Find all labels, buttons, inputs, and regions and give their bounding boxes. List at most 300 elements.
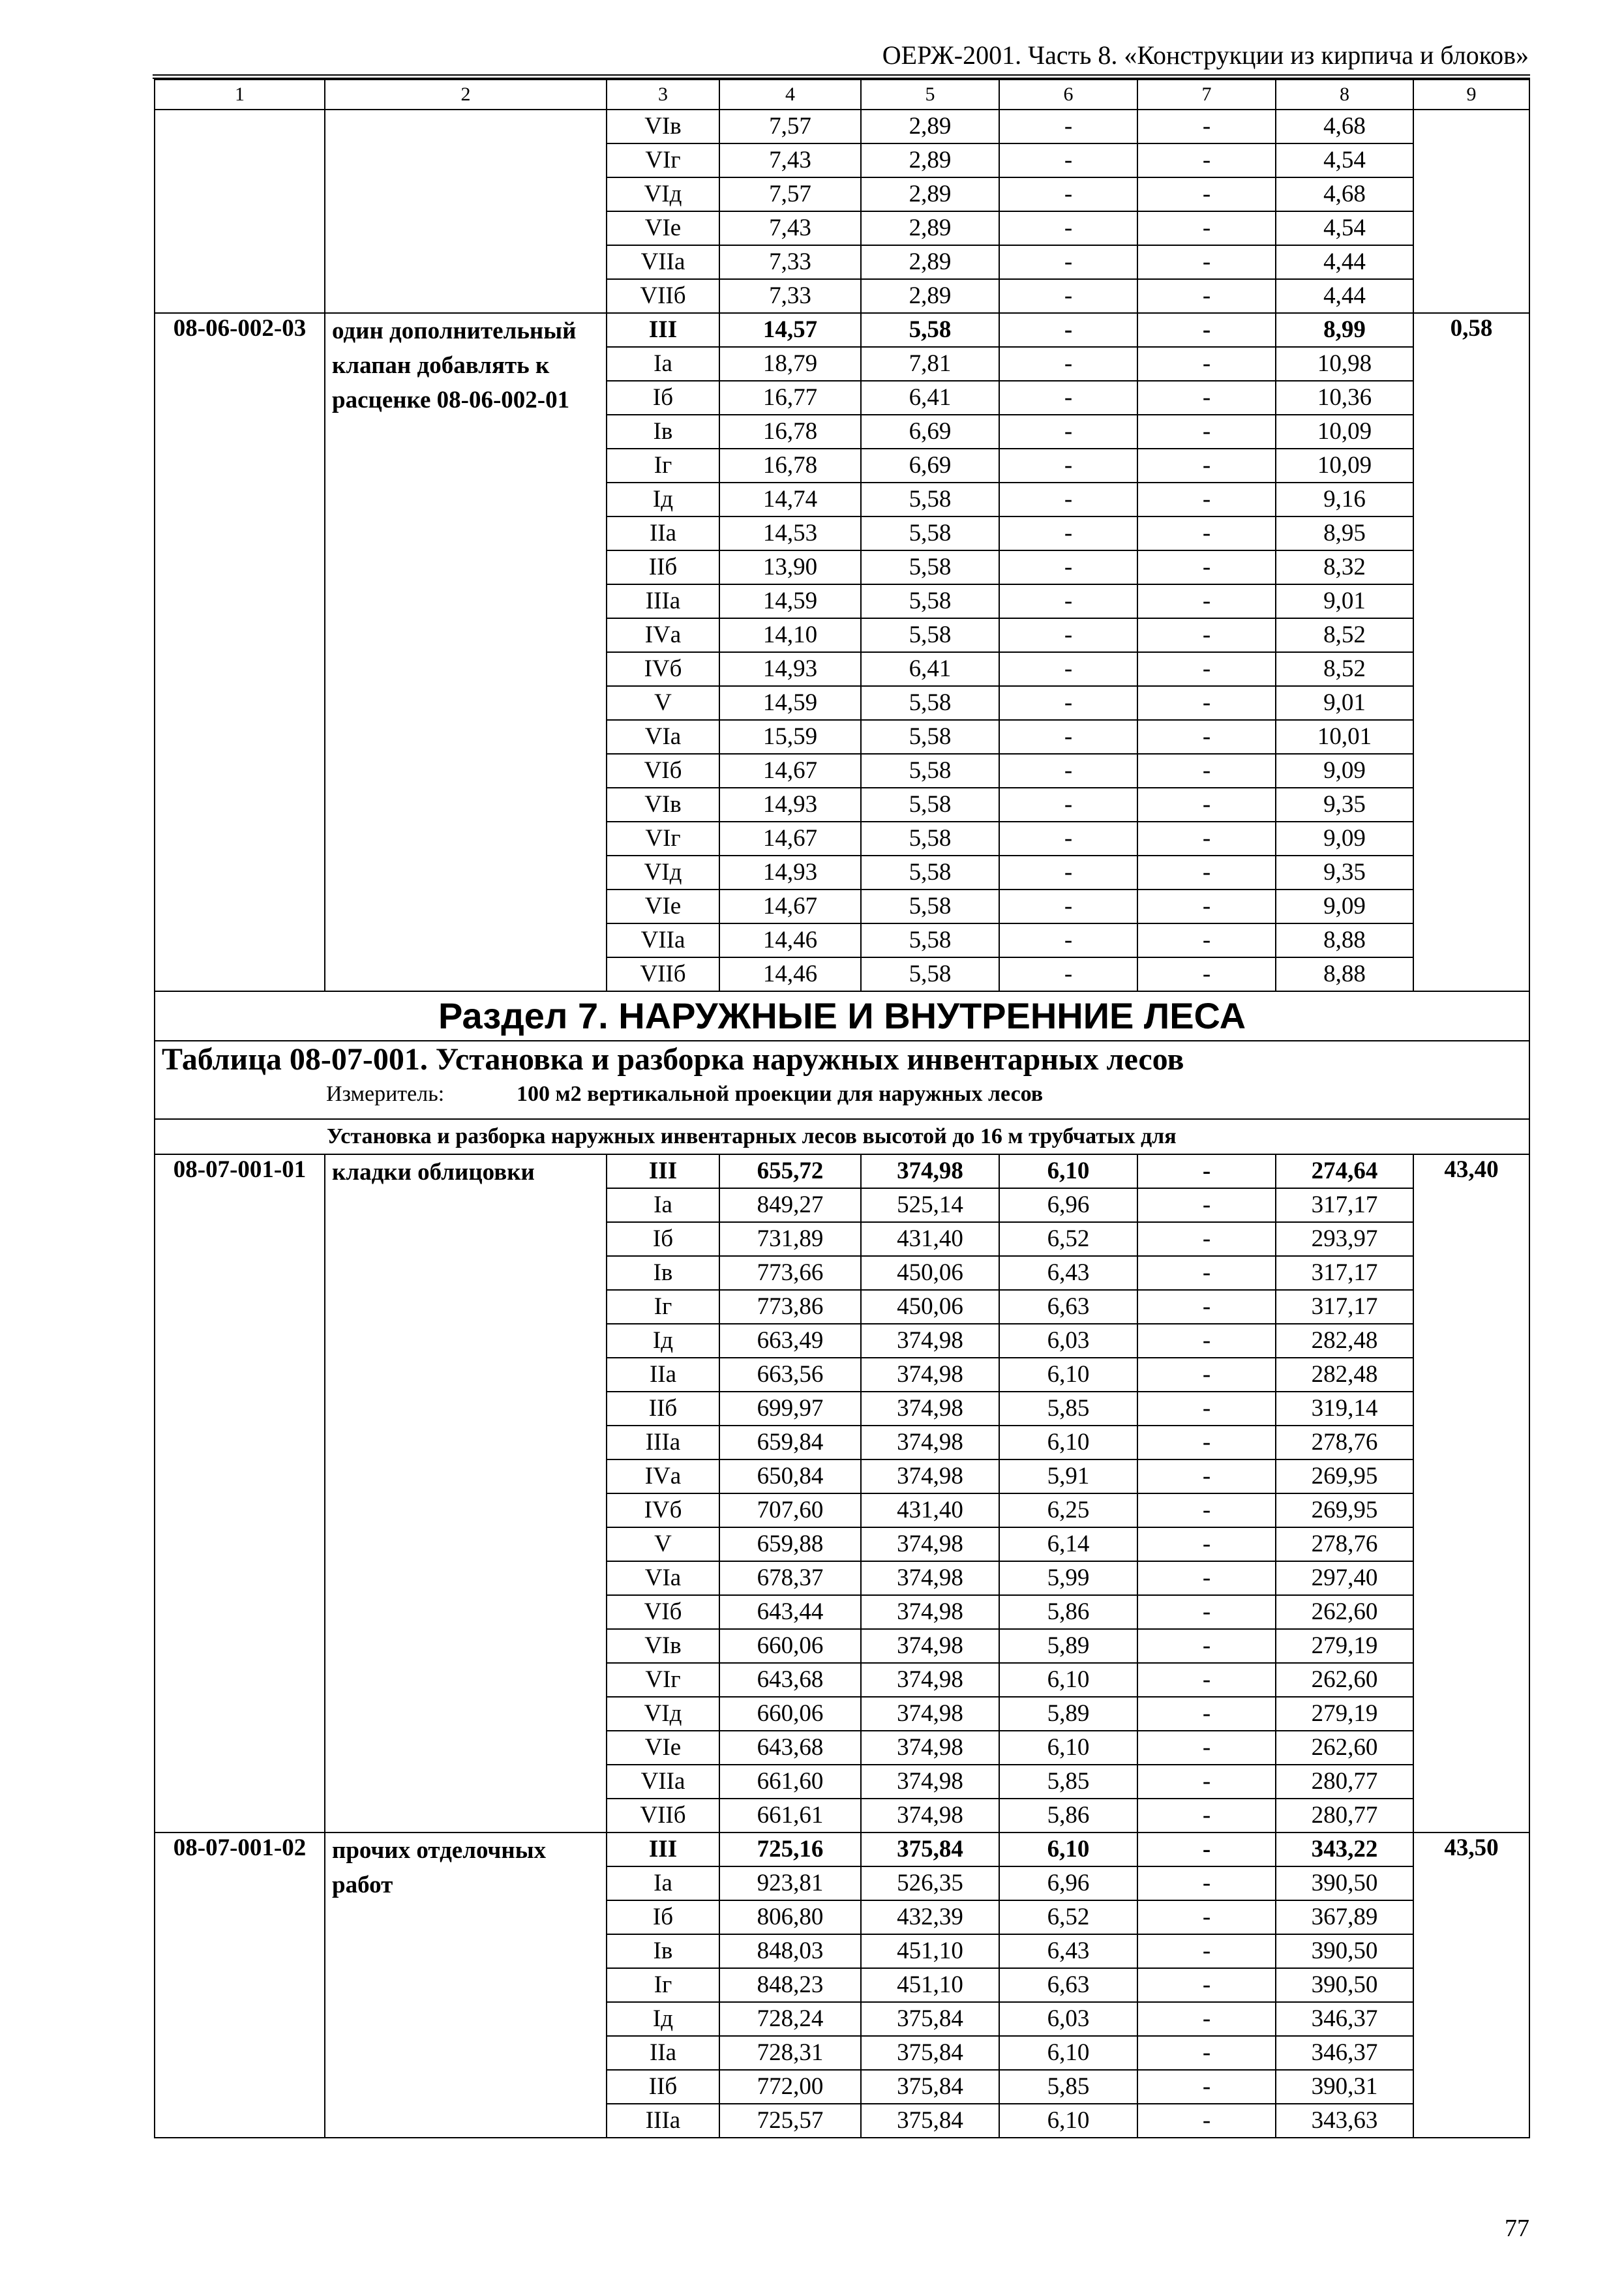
table-cell: 374,98 <box>861 1561 999 1595</box>
table-cell: 278,76 <box>1276 1527 1413 1561</box>
table-cell: IVб <box>607 652 719 686</box>
table-cell: 319,14 <box>1276 1392 1413 1426</box>
table-cell: 10,98 <box>1276 347 1413 381</box>
table-cell: - <box>1137 245 1276 279</box>
subtitle-row <box>155 1119 1529 1154</box>
work-description-cell: один дополнительный клапан добавлять к расценке 08-06-002-01 <box>325 313 607 991</box>
table-cell: - <box>1137 584 1276 618</box>
table-cell: - <box>1137 110 1276 143</box>
table-cell: 4,54 <box>1276 211 1413 245</box>
table-cell: III <box>607 313 719 347</box>
table-cell: 8,88 <box>1276 957 1413 991</box>
table-cell: Iв <box>607 1256 719 1290</box>
table-cell: 451,10 <box>861 1934 999 1968</box>
table-cell: 375,84 <box>861 1833 999 1866</box>
table-cell: - <box>1137 347 1276 381</box>
table-cell: 6,25 <box>999 1493 1137 1527</box>
table-cell: VIIа <box>607 1765 719 1799</box>
table-cell: 5,58 <box>861 618 999 652</box>
table-cell: - <box>1137 822 1276 856</box>
table-cell: 16,78 <box>719 415 861 449</box>
table-cell: 14,59 <box>719 584 861 618</box>
table-cell: 16,78 <box>719 449 861 483</box>
table-cell: 731,89 <box>719 1222 861 1256</box>
table-cell: 269,95 <box>1276 1493 1413 1527</box>
table-cell: - <box>1137 381 1276 415</box>
column-number: 1 <box>155 80 325 110</box>
measure-label: Измеритель: <box>326 1082 445 1106</box>
table-cell: 7,81 <box>861 347 999 381</box>
table-cell: - <box>999 110 1137 143</box>
table-cell: - <box>1137 788 1276 822</box>
table-cell: - <box>1137 1663 1276 1697</box>
table-cell: 5,99 <box>999 1561 1137 1595</box>
table-cell: - <box>1137 1188 1276 1222</box>
table-cell: 5,58 <box>861 822 999 856</box>
table-cell: 6,69 <box>861 449 999 483</box>
table-cell: 5,58 <box>861 516 999 550</box>
table-cell: Iв <box>607 415 719 449</box>
table-cell: 4,54 <box>1276 143 1413 177</box>
table-cell: 14,57 <box>719 313 861 347</box>
rate-code-cell <box>155 110 325 313</box>
extra-value-cell <box>1413 110 1529 313</box>
table-cell: VIIа <box>607 923 719 957</box>
table-cell: 5,58 <box>861 788 999 822</box>
table-cell: 6,14 <box>999 1527 1137 1561</box>
table-cell: 660,06 <box>719 1629 861 1663</box>
table-cell: - <box>999 720 1137 754</box>
table-cell: 279,19 <box>1276 1697 1413 1731</box>
table-cell: VIв <box>607 110 719 143</box>
table-cell: V <box>607 686 719 720</box>
table-cell: 6,10 <box>999 1731 1137 1765</box>
table-cell: 375,84 <box>861 2002 999 2036</box>
table-cell: - <box>1137 415 1276 449</box>
table-cell: - <box>1137 1629 1276 1663</box>
table-cell: III <box>607 1833 719 1866</box>
table-cell: 2,89 <box>861 143 999 177</box>
table-cell: 451,10 <box>861 1968 999 2002</box>
table-cell: 5,58 <box>861 890 999 923</box>
table-row <box>155 110 1529 143</box>
table-cell: VIд <box>607 177 719 211</box>
table-cell: 343,63 <box>1276 2104 1413 2138</box>
table-cell: 9,09 <box>1276 754 1413 788</box>
table-cell: VIд <box>607 856 719 890</box>
table-cell: 10,36 <box>1276 381 1413 415</box>
table-cell: - <box>1137 1968 1276 2002</box>
table-cell: 9,09 <box>1276 822 1413 856</box>
table-cell: 728,31 <box>719 2036 861 2070</box>
table-cell: VIIб <box>607 279 719 313</box>
table-cell: 6,03 <box>999 1324 1137 1358</box>
table-cell: 8,52 <box>1276 618 1413 652</box>
table-cell: 374,98 <box>861 1765 999 1799</box>
table-cell: Iд <box>607 1324 719 1358</box>
section-title: Раздел 7. НАРУЖНЫЕ И ВНУТРЕННИЕ ЛЕСА <box>155 991 1529 1041</box>
table-cell: 643,68 <box>719 1663 861 1697</box>
table-cell: 5,86 <box>999 1595 1137 1629</box>
header-rule-top <box>153 74 1530 76</box>
table-cell: - <box>999 754 1137 788</box>
table-cell: - <box>999 890 1137 923</box>
table-cell: 14,74 <box>719 483 861 516</box>
table-cell: 374,98 <box>861 1799 999 1833</box>
table-cell: 772,00 <box>719 2070 861 2104</box>
table-cell: 431,40 <box>861 1222 999 1256</box>
table-cell: - <box>1137 516 1276 550</box>
table-cell: 6,69 <box>861 415 999 449</box>
work-description-cell: кладки облицовки <box>325 1154 607 1833</box>
table-cell: - <box>1137 1866 1276 1900</box>
table-cell: VIIа <box>607 245 719 279</box>
table-cell: 728,24 <box>719 2002 861 2036</box>
section-title-row <box>155 991 1529 1041</box>
table-cell: - <box>999 550 1137 584</box>
table-cell: 14,53 <box>719 516 861 550</box>
table-cell: 525,14 <box>861 1188 999 1222</box>
table-cell: 14,46 <box>719 923 861 957</box>
table-cell: - <box>1137 618 1276 652</box>
table-cell: Iг <box>607 1968 719 2002</box>
table-cell: 5,86 <box>999 1799 1137 1833</box>
table-cell: 660,06 <box>719 1697 861 1731</box>
column-number: 2 <box>325 80 607 110</box>
table-cell: - <box>1137 1900 1276 1934</box>
table-cell: 6,03 <box>999 2002 1137 2036</box>
table-cell: 9,01 <box>1276 584 1413 618</box>
table-cell: - <box>999 177 1137 211</box>
table-cell: 923,81 <box>719 1866 861 1900</box>
table-cell: - <box>999 584 1137 618</box>
measure-line <box>155 1078 1529 1111</box>
table-cell: 375,84 <box>861 2104 999 2138</box>
table-cell: - <box>999 923 1137 957</box>
table-cell: 4,44 <box>1276 279 1413 313</box>
table-cell: VIIб <box>607 957 719 991</box>
table-cell: - <box>999 652 1137 686</box>
table-cell: VIг <box>607 1663 719 1697</box>
table-cell: IIIа <box>607 584 719 618</box>
table-cell: 6,96 <box>999 1188 1137 1222</box>
table-cell: - <box>1137 1256 1276 1290</box>
table-cell: 390,50 <box>1276 1934 1413 1968</box>
column-number: 9 <box>1413 80 1529 110</box>
extra-value-cell: 43,40 <box>1413 1154 1529 1833</box>
table-cell: - <box>1137 211 1276 245</box>
table-cell: 10,09 <box>1276 449 1413 483</box>
table-cell: - <box>999 957 1137 991</box>
table-cell: 14,67 <box>719 890 861 923</box>
table-cell: - <box>1137 143 1276 177</box>
table-cell: - <box>999 449 1137 483</box>
table-cell: Iа <box>607 1866 719 1900</box>
table-cell: - <box>1137 1799 1276 1833</box>
table-cell: 773,86 <box>719 1290 861 1324</box>
work-description-cell: прочих отделочных работ <box>325 1833 607 2138</box>
table-cell: 8,88 <box>1276 923 1413 957</box>
table-cell: 14,93 <box>719 856 861 890</box>
table-cell: - <box>1137 550 1276 584</box>
table-cell: - <box>1137 754 1276 788</box>
table-cell: 346,37 <box>1276 2036 1413 2070</box>
table-cell: 374,98 <box>861 1459 999 1493</box>
table-cell: 6,10 <box>999 1663 1137 1697</box>
subtitle: Установка и разборка наружных инвентарных лесов высотой до 16 м трубчатых для <box>327 1124 1177 1148</box>
table-cell: 7,33 <box>719 279 861 313</box>
table-cell: - <box>999 347 1137 381</box>
table-cell: 5,91 <box>999 1459 1137 1493</box>
table-cell: 16,77 <box>719 381 861 415</box>
table-cell: 7,57 <box>719 177 861 211</box>
table-cell: 15,59 <box>719 720 861 754</box>
table-cell: 9,35 <box>1276 856 1413 890</box>
table-cell: 14,46 <box>719 957 861 991</box>
table-cell: - <box>1137 2036 1276 2070</box>
table-cell: - <box>999 822 1137 856</box>
table-cell: 6,96 <box>999 1866 1137 1900</box>
table-cell: 6,43 <box>999 1256 1137 1290</box>
table-cell: 6,52 <box>999 1222 1137 1256</box>
table-cell: 5,58 <box>861 754 999 788</box>
table-cell: 390,50 <box>1276 1866 1413 1900</box>
table-cell: IIIа <box>607 1426 719 1459</box>
table-cell: 2,89 <box>861 110 999 143</box>
table-cell: 707,60 <box>719 1493 861 1527</box>
measure-value: 100 м2 вертикальной проекции для наружных лесов <box>517 1082 1044 1106</box>
table-cell: - <box>1137 686 1276 720</box>
table-cell: - <box>999 618 1137 652</box>
table-cell: 280,77 <box>1276 1799 1413 1833</box>
table-cell: 9,01 <box>1276 686 1413 720</box>
table-title: Таблица 08-07-001. Установка и разборка наружных инвентарных лесов <box>162 1042 1184 1077</box>
table-cell: 293,97 <box>1276 1222 1413 1256</box>
table-cell: IIб <box>607 1392 719 1426</box>
rates-table-body <box>155 80 1529 2138</box>
table-cell: 8,95 <box>1276 516 1413 550</box>
table-cell: 317,17 <box>1276 1188 1413 1222</box>
table-cell: 661,60 <box>719 1765 861 1799</box>
table-cell: Iб <box>607 1222 719 1256</box>
table-cell: IVа <box>607 1459 719 1493</box>
table-cell: 8,32 <box>1276 550 1413 584</box>
table-cell: 655,72 <box>719 1154 861 1188</box>
table-cell: VIг <box>607 822 719 856</box>
table-cell: Iг <box>607 449 719 483</box>
table-cell: 6,41 <box>861 381 999 415</box>
table-cell: IVа <box>607 618 719 652</box>
table-cell: 6,10 <box>999 1358 1137 1392</box>
table-cell: III <box>607 1154 719 1188</box>
table-cell: 10,01 <box>1276 720 1413 754</box>
table-cell: 375,84 <box>861 2036 999 2070</box>
table-cell: - <box>1137 1595 1276 1629</box>
table-cell: 317,17 <box>1276 1256 1413 1290</box>
table-cell: - <box>1137 1324 1276 1358</box>
table-cell: - <box>1137 2002 1276 2036</box>
table-cell: 317,17 <box>1276 1290 1413 1324</box>
table-cell: 279,19 <box>1276 1629 1413 1663</box>
table-cell: IVб <box>607 1493 719 1527</box>
table-cell: - <box>1137 923 1276 957</box>
table-cell: VIа <box>607 720 719 754</box>
table-cell: 374,98 <box>861 1697 999 1731</box>
table-cell: - <box>999 415 1137 449</box>
table-cell: Iд <box>607 2002 719 2036</box>
table-cell: 2,89 <box>861 211 999 245</box>
table-cell: Iа <box>607 347 719 381</box>
table-cell: Iб <box>607 381 719 415</box>
table-cell: 643,68 <box>719 1731 861 1765</box>
table-cell: - <box>1137 1731 1276 1765</box>
table-cell: 5,85 <box>999 1392 1137 1426</box>
table-row <box>155 313 1529 347</box>
table-cell: 5,58 <box>861 313 999 347</box>
table-cell: 4,68 <box>1276 177 1413 211</box>
table-cell: 5,58 <box>861 686 999 720</box>
table-cell: 806,80 <box>719 1900 861 1934</box>
table-cell: 14,93 <box>719 788 861 822</box>
table-cell: VIе <box>607 890 719 923</box>
table-cell: 5,58 <box>861 923 999 957</box>
table-cell: 2,89 <box>861 279 999 313</box>
table-cell: - <box>1137 856 1276 890</box>
table-cell: VIв <box>607 1629 719 1663</box>
table-cell: - <box>1137 957 1276 991</box>
table-cell: VIIб <box>607 1799 719 1833</box>
table-cell: - <box>1137 483 1276 516</box>
table-cell: - <box>1137 1561 1276 1595</box>
table-cell: - <box>1137 177 1276 211</box>
table-title-cell <box>155 1041 1529 1119</box>
table-cell: VIе <box>607 1731 719 1765</box>
table-cell: - <box>1137 279 1276 313</box>
table-cell: 8,52 <box>1276 652 1413 686</box>
work-description-cell <box>325 110 607 313</box>
table-cell: Iа <box>607 1188 719 1222</box>
table-cell: IIа <box>607 1358 719 1392</box>
table-cell: - <box>1137 1290 1276 1324</box>
page-number: 77 <box>1505 2215 1529 2242</box>
table-cell: 282,48 <box>1276 1358 1413 1392</box>
table-cell: 374,98 <box>861 1392 999 1426</box>
table-cell: 6,10 <box>999 1154 1137 1188</box>
table-cell: 374,98 <box>861 1154 999 1188</box>
table-cell: - <box>1137 1765 1276 1799</box>
table-cell: 5,89 <box>999 1697 1137 1731</box>
table-cell: 773,66 <box>719 1256 861 1290</box>
column-number-row <box>155 80 1529 110</box>
table-cell: 375,84 <box>861 2070 999 2104</box>
table-cell: 5,85 <box>999 2070 1137 2104</box>
table-cell: 374,98 <box>861 1731 999 1765</box>
table-cell: VIб <box>607 1595 719 1629</box>
table-cell: - <box>1137 313 1276 347</box>
table-cell: - <box>999 313 1137 347</box>
column-number: 4 <box>719 80 861 110</box>
table-cell: IIа <box>607 2036 719 2070</box>
table-cell: - <box>1137 1154 1276 1188</box>
table-cell: - <box>999 279 1137 313</box>
table-cell: 4,44 <box>1276 245 1413 279</box>
extra-value-cell: 0,58 <box>1413 313 1529 991</box>
table-cell: Iд <box>607 483 719 516</box>
table-cell: 346,37 <box>1276 2002 1413 2036</box>
table-cell: 6,10 <box>999 2104 1137 2138</box>
table-cell: 282,48 <box>1276 1324 1413 1358</box>
table-title-row <box>155 1041 1529 1119</box>
table-cell: 6,10 <box>999 1426 1137 1459</box>
table-cell: 297,40 <box>1276 1561 1413 1595</box>
table-cell: 9,16 <box>1276 483 1413 516</box>
table-cell: 5,85 <box>999 1765 1137 1799</box>
table-cell: - <box>999 856 1137 890</box>
table-cell: 9,35 <box>1276 788 1413 822</box>
table-cell: 390,50 <box>1276 1968 1413 2002</box>
table-cell: 450,06 <box>861 1290 999 1324</box>
table-cell: 374,98 <box>861 1527 999 1561</box>
table-cell: 6,10 <box>999 2036 1137 2070</box>
table-cell: 661,61 <box>719 1799 861 1833</box>
table-cell: 262,60 <box>1276 1595 1413 1629</box>
table-cell: 6,41 <box>861 652 999 686</box>
table-cell: - <box>1137 890 1276 923</box>
table-cell: - <box>1137 2070 1276 2104</box>
table-cell: - <box>999 245 1137 279</box>
table-cell: 431,40 <box>861 1493 999 1527</box>
table-cell: VIг <box>607 143 719 177</box>
table-cell: 2,89 <box>861 245 999 279</box>
table-cell: 7,43 <box>719 143 861 177</box>
table-cell: IIб <box>607 2070 719 2104</box>
table-cell: 374,98 <box>861 1629 999 1663</box>
table-cell: 14,10 <box>719 618 861 652</box>
table-cell: 848,23 <box>719 1968 861 2002</box>
table-cell: - <box>1137 720 1276 754</box>
table-cell: 432,39 <box>861 1900 999 1934</box>
column-number: 3 <box>607 80 719 110</box>
table-cell: - <box>1137 1426 1276 1459</box>
table-cell: - <box>999 483 1137 516</box>
table-cell: 269,95 <box>1276 1459 1413 1493</box>
table-cell: 374,98 <box>861 1358 999 1392</box>
table-cell: 848,03 <box>719 1934 861 1968</box>
table-cell: 7,33 <box>719 245 861 279</box>
table-cell: 274,64 <box>1276 1154 1413 1188</box>
table-cell: V <box>607 1527 719 1561</box>
table-cell: 6,43 <box>999 1934 1137 1968</box>
table-cell: 7,57 <box>719 110 861 143</box>
table-cell: IIа <box>607 516 719 550</box>
table-cell: 643,44 <box>719 1595 861 1629</box>
table-cell: 678,37 <box>719 1561 861 1595</box>
table-cell: 10,09 <box>1276 415 1413 449</box>
table-cell: - <box>1137 1358 1276 1392</box>
table-cell: 5,58 <box>861 483 999 516</box>
table-cell: 367,89 <box>1276 1900 1413 1934</box>
table-cell: 13,90 <box>719 550 861 584</box>
table-cell: 526,35 <box>861 1866 999 1900</box>
table-cell: 14,67 <box>719 822 861 856</box>
table-cell: 9,09 <box>1276 890 1413 923</box>
column-number: 7 <box>1137 80 1276 110</box>
table-cell: 5,89 <box>999 1629 1137 1663</box>
table-cell: 6,10 <box>999 1833 1137 1866</box>
table-cell: 6,52 <box>999 1900 1137 1934</box>
subtitle-cell <box>155 1119 1529 1154</box>
table-cell: 5,58 <box>861 720 999 754</box>
